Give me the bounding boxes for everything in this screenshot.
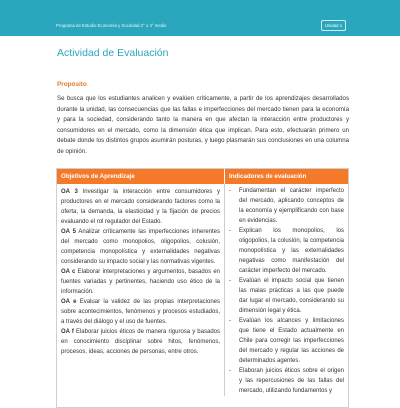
objective-text: Elaborar juicios éticos de manera rigurosa y basados en conocimiento disciplinar sobre hitos, fenómenos, procesos, ideas, acciones de personas, entre otros. [61,329,220,355]
objective-item [61,297,220,327]
bullet-dash-icon: - [229,368,231,374]
indicators-cell [225,184,348,396]
purpose-paragraph: Se busca que los estudiantes analicen y evalúen críticamente, a partir de los aprendizajes desarrollados durante la unidad, las consecuencias que las fallas e imperfecciones del mercado tienen para la economía y para la sociedad, considerando tanto la manera en que afectan la interacción entre productores y consumidores en el mercado, como la dimensión ética que implican. Para esto, efectuarán primero un debate donde los distintos grupos asumirán posturas, y luego plasmarán sus conclusiones en una columna de opinión. [57,95,349,155]
objective-code: OA 3 [61,189,78,195]
indicator-text: Explican los monopolios, los oligopolios, la colusión, la competencia monopolística y las externalidades negativas como manifestación del carácter imperfecto del mercado. [239,228,344,274]
indicator-text: Fundamentan el carácter imperfecto del mercado, aplicando conceptos de la economía y ejemplificando con base en evidencias. [239,188,344,224]
indicator-text: Evalúan el impacto social que tienen las malas prácticas a las que puede dar lugar el mercado, considerando su dimensión legal y ética. [239,278,344,314]
objective-code: OA c [61,269,76,275]
bullet-dash-icon: - [229,228,231,234]
objective-text: Analizar críticamente las imperfecciones inherentes del mercado como monopolios, oligopolios, colusión, competencia monopolística y externalidades negativas considerando su impacto social y las normativas vigentes. [61,229,220,265]
indicator-item [229,276,344,316]
objectives-cell [57,184,225,396]
objective-item [61,327,220,357]
purpose-heading: Propósito [57,81,87,88]
objective-text: Evaluar la validez de las propias interpretaciones sobre acontecimientos, fenómenos y procesos estudiados, a través del diálogo y el uso de fuentes. [61,299,221,325]
objective-text: Elaborar interpretaciones y argumentos, basados en fuentes variadas y pertinentes, haciendo uso ético de la información. [61,269,220,295]
indicator-item [229,366,344,396]
indicator-item [229,186,344,226]
objective-item [61,227,220,267]
objective-text: Investigar la interacción entre consumidores y productores en el mercado considerando factores como la oferta, la demanda, la elasticidad y la fijación de precios evaluando el rol regulador del Estado. [61,189,221,225]
indicators-column-header: Indicadores de evaluación [225,169,348,184]
table-header [57,169,348,184]
bullet-dash-icon: - [229,278,231,284]
table-body [57,184,348,396]
objective-item [61,267,220,297]
objective-code: OA f [61,329,74,335]
objectives-column-header: Objetivos de Aprendizaje [57,169,225,184]
page-title: Actividad de Evaluación [57,47,169,59]
objective-code: OA e [61,299,77,305]
indicator-text: Evalúan los alcances y limitaciones que tiene el Estado actualmente en Chile para corregir las imperfecciones del mercado y regular las acciones de determinados agentes. [239,318,344,364]
bullet-dash-icon: - [229,188,231,194]
objective-code: OA 5 [61,229,76,235]
objectives-table [56,168,349,408]
indicator-item [229,226,344,276]
program-title: Programa de Estudio Economía y Sociedad 3° o 4° medio [56,23,167,28]
indicator-text: Elaboran juicios éticos sobre el origen y las repercusiones de las fallas del mercado, utilizando fundamentos y [239,368,344,394]
bullet-dash-icon: - [229,318,231,324]
indicator-item [229,316,344,366]
objective-item [61,187,220,227]
unit-badge: Unidad 1 [321,20,346,31]
